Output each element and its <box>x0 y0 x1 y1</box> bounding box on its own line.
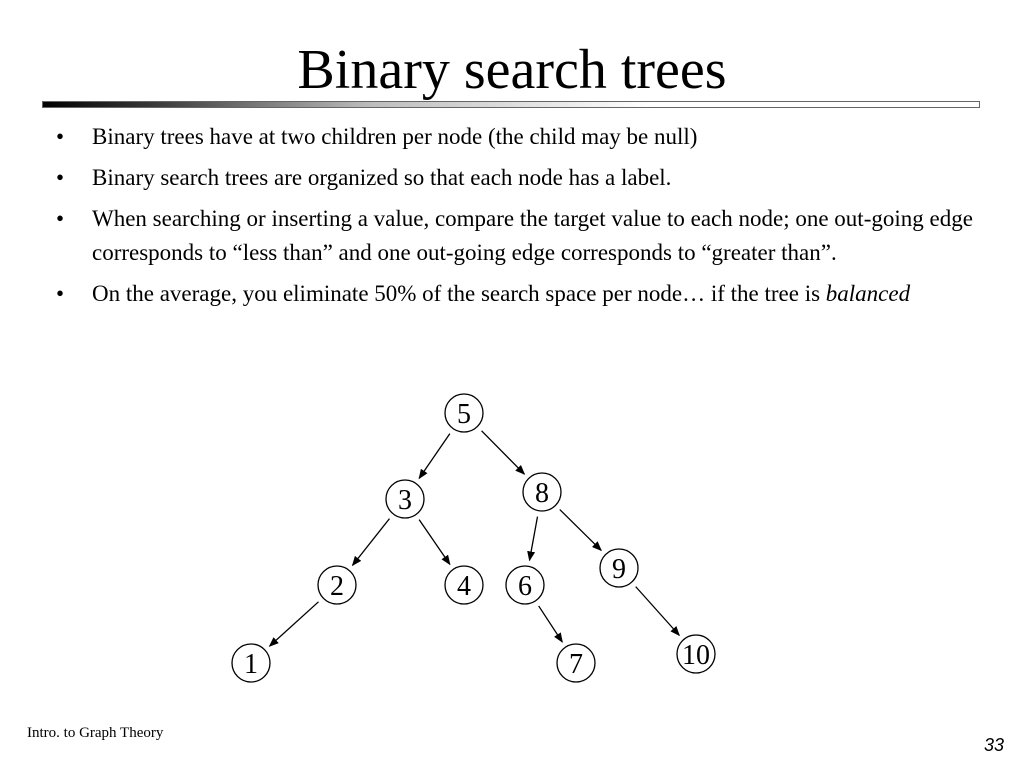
tree-node-7 <box>557 644 595 682</box>
tree-edge-9-10 <box>636 587 680 636</box>
tree-edge-6-7 <box>539 606 563 642</box>
tree-node-label: 2 <box>330 571 344 602</box>
tree-node-label: 3 <box>398 485 412 516</box>
tree-edge-8-9 <box>560 510 601 551</box>
tree-node-5 <box>445 394 483 432</box>
tree-edge-2-1 <box>270 602 319 646</box>
footer-text: Intro. to Graph Theory <box>27 725 164 741</box>
tree-node-8 <box>523 473 561 511</box>
bullet-text: Binary trees have at two children per node (the child may be null) <box>92 124 698 149</box>
bullet-glyph: • <box>56 206 65 231</box>
tree-node-6 <box>506 566 544 604</box>
tree-edge-3-2 <box>353 519 390 566</box>
tree-node-1 <box>232 644 270 682</box>
bullet-text: When searching or inserting a value, compare the target value to each node; one out-going edge corresponds to “less than” and one out-going edge corresponds to “greater than”. <box>92 206 973 265</box>
page-number: 33 <box>983 735 1004 755</box>
tree-node-label: 6 <box>518 571 532 602</box>
bullet-emphasis: balanced <box>825 281 911 306</box>
tree-edge-8-6 <box>529 517 537 561</box>
tree-node-10 <box>677 635 715 673</box>
tree-node-label: 4 <box>457 571 471 602</box>
tree-edge-3-4 <box>419 520 450 565</box>
tree-node-label: 5 <box>457 399 471 430</box>
tree-node-label: 7 <box>569 649 583 680</box>
tree-node-label: 1 <box>244 649 258 680</box>
bullet-glyph: • <box>56 281 65 306</box>
tree-edge-5-3 <box>419 434 450 479</box>
tree-edge-5-8 <box>482 431 525 474</box>
slide-title: Binary search trees <box>297 39 727 101</box>
tree-node-9 <box>600 549 638 587</box>
tree-node-label: 9 <box>612 554 626 585</box>
tree-node-3 <box>386 480 424 518</box>
bullet-glyph: • <box>56 165 65 190</box>
tree-node-label: 10 <box>682 640 710 671</box>
tree-node-label: 8 <box>535 478 549 509</box>
tree-node-2 <box>318 566 356 604</box>
bullet-text: On the average, you eliminate 50% of the search space per node… if the tree is <box>92 281 826 306</box>
bullet-glyph: • <box>56 124 65 149</box>
bullet-text: Binary search trees are organized so that each node has a label. <box>92 165 672 190</box>
tree-node-4 <box>445 566 483 604</box>
